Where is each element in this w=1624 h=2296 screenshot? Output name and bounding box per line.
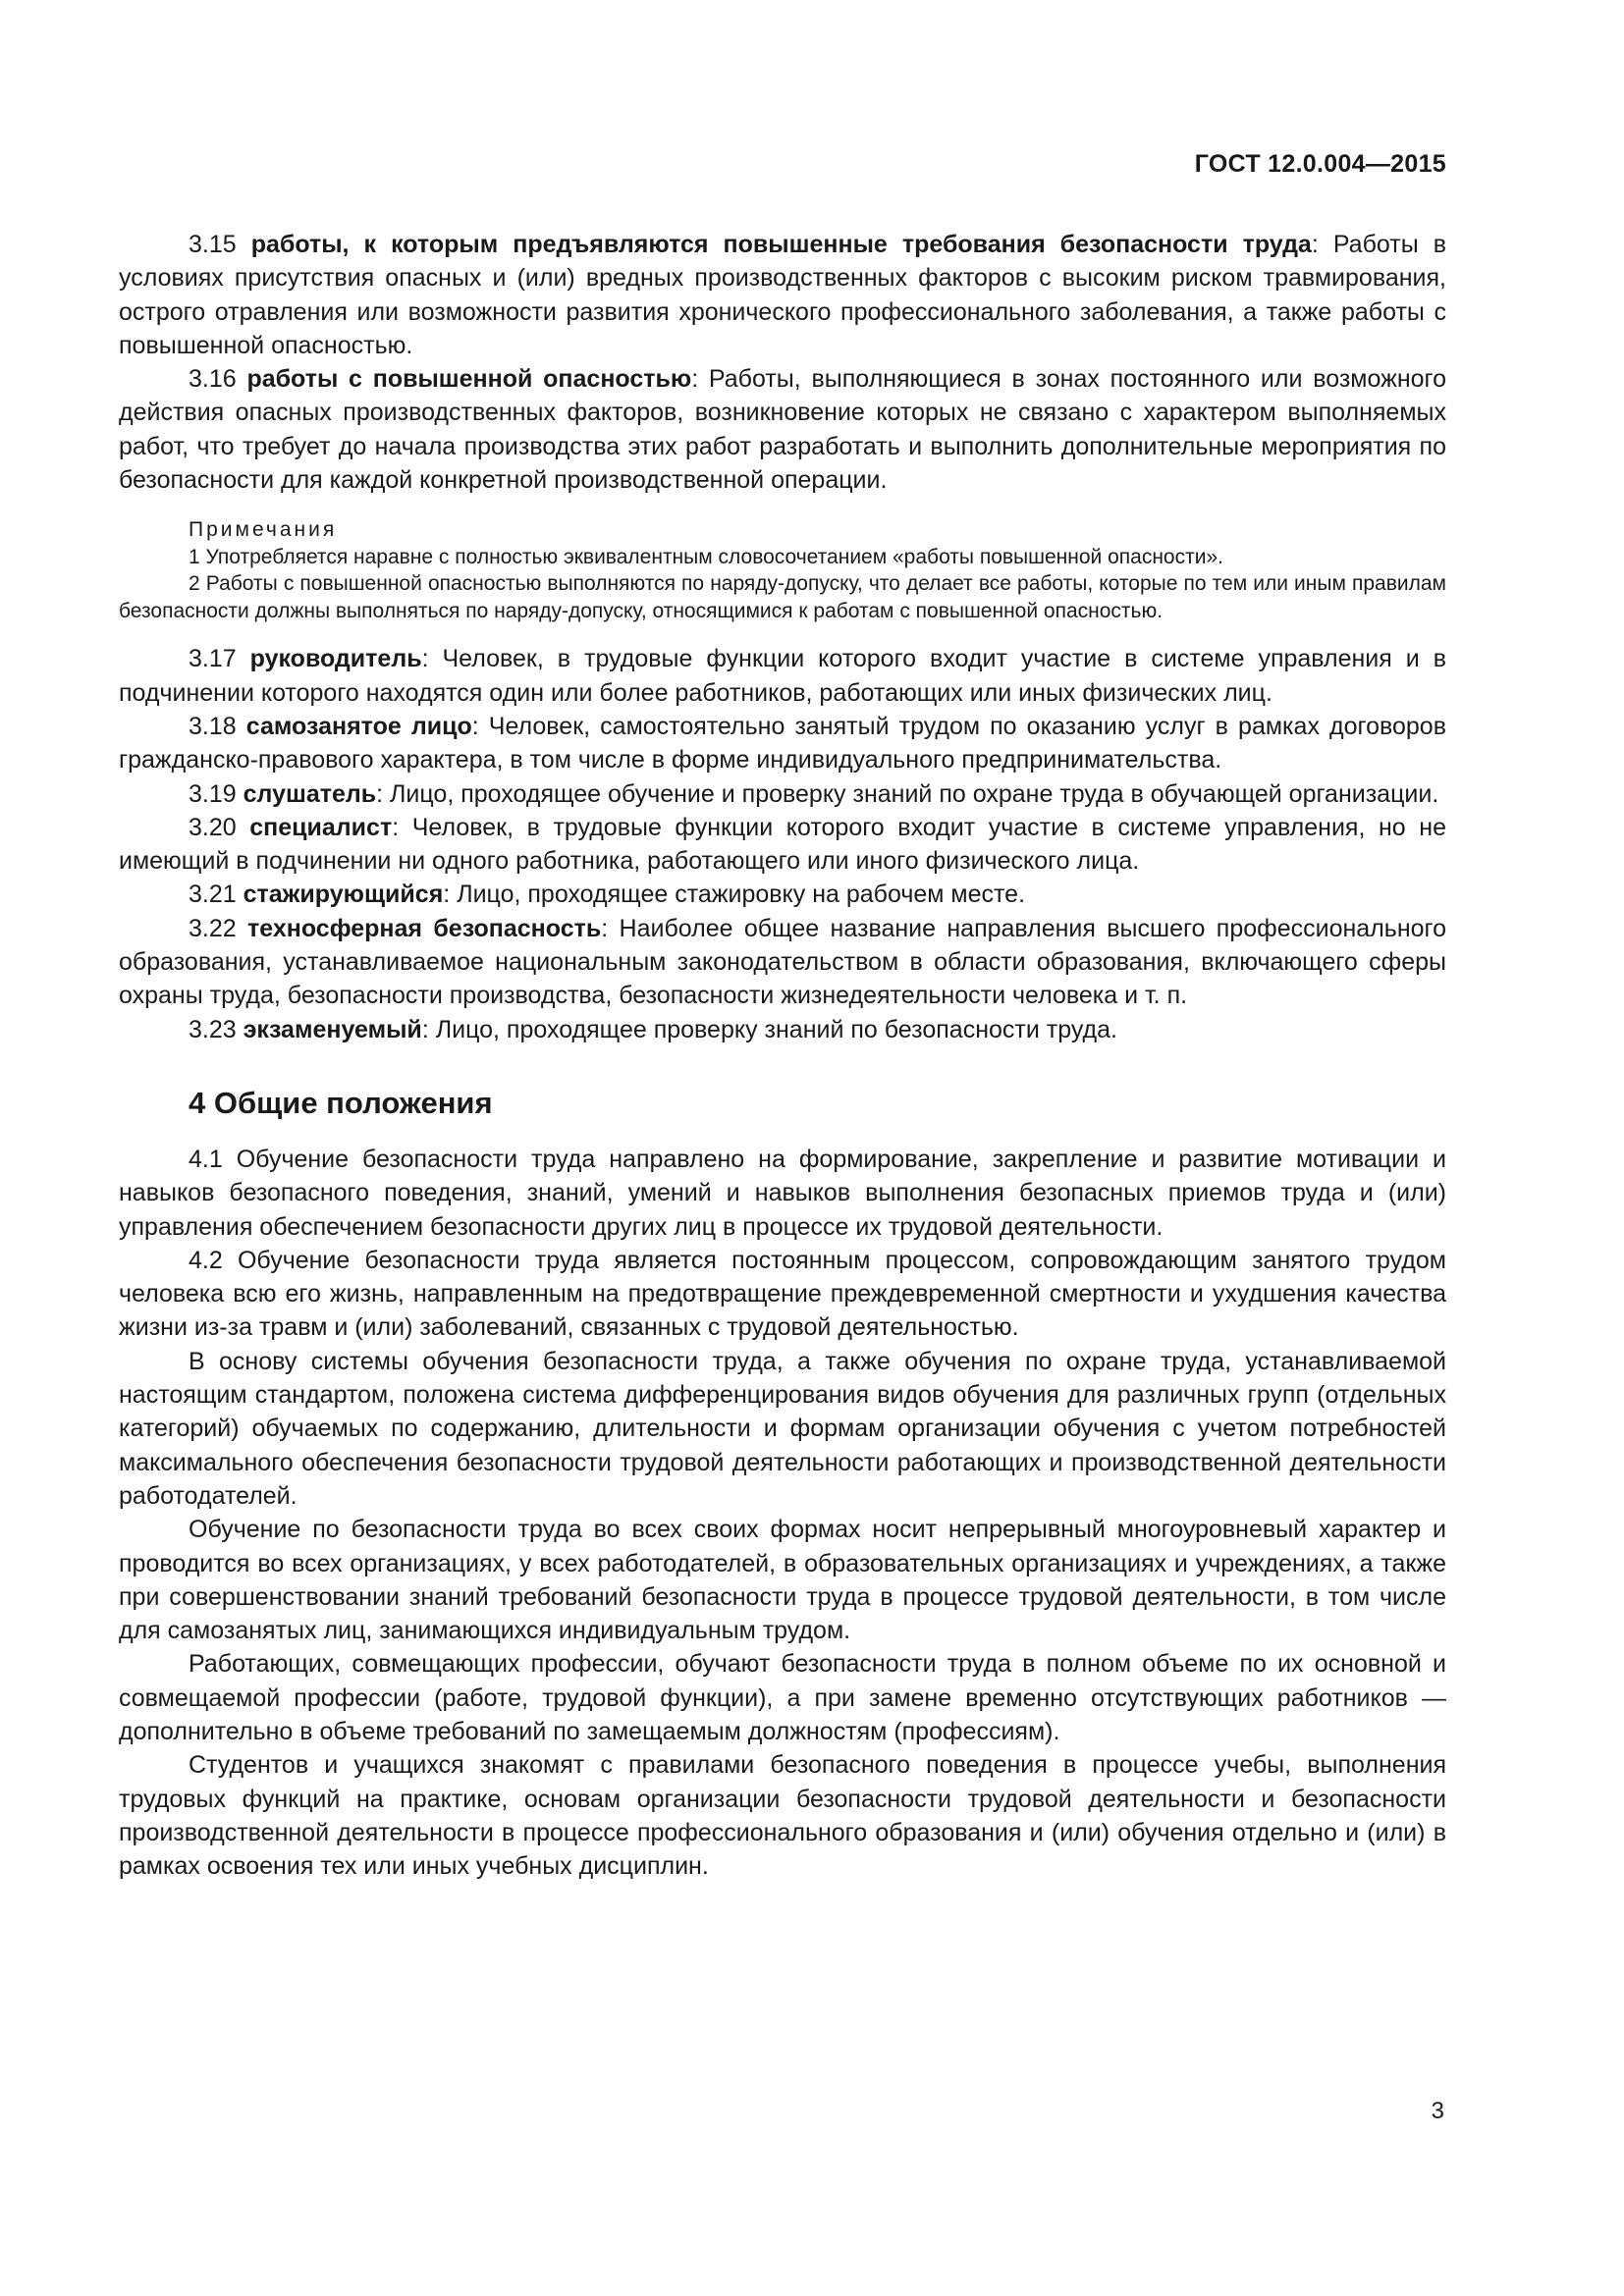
definition-3-16 — [119, 362, 1446, 497]
definition-3-21 — [119, 878, 1446, 911]
definition-number: 3.18 — [189, 712, 237, 740]
section-heading: 4 Общие положения — [189, 1085, 493, 1120]
definition-3-20 — [119, 811, 1446, 879]
definition-term: работы, к которым предъявляются повышенные требования безопасности труда — [250, 231, 1312, 258]
definition-text: : Наиболее общее название направления высшего профессионального образования, устанавливаемое национальным законодательством в области образования, включающего сферы охраны труда, безопасности производства, безопасности жизнедеятельности человека и т. п. — [119, 914, 1447, 1010]
note-2: 2 Работы с повышенной опасностью выполняются по наряду-допуску, что делает все работы, которые по тем или иным правилам безопасности должны выполняться по наряду-допуску, относящимися к работам с повышенной опасностью. — [119, 572, 1446, 622]
section-paragraph: 4.1 Обучение безопасности труда направлено на формирование, закрепление и развитие мотивации и навыков безопасного поведения, знаний, умений и навыков выполнения безопасных приемов труда и (или) управления обеспечением безопасности других лиц в процессе их трудовой деятельности. — [119, 1145, 1446, 1241]
definition-term: слушатель — [243, 779, 377, 808]
definition-3-23 — [119, 1013, 1446, 1046]
notes-title: Примечания — [189, 518, 338, 542]
notes-block — [119, 516, 1446, 624]
definition-number: 3.16 — [189, 365, 237, 394]
definition-number: 3.23 — [189, 1015, 237, 1043]
definition-text: : Человек, в трудовые функции которого входит участие в системе управления и в подчинении которого находятся один или более работников, работающих или иных физических лиц. — [119, 645, 1446, 707]
section-paragraph: Студентов и учащихся знакомят с правилами безопасного поведения в процессе учебы, выполнения трудовых функций на практике, основам организации безопасности трудовой деятельности и безопасности производственной деятельности в процессе профессионального образования и (или) обучения отдельно и (или) в рамках освоения тех или иных учебных дисциплин. — [119, 1751, 1446, 1881]
definition-number: 3.20 — [189, 813, 237, 841]
definition-term: работы с повышенной опасностью — [246, 365, 692, 394]
definition-3-17 — [119, 642, 1446, 710]
page-content — [119, 228, 1446, 1883]
definition-term: самозанятое лицо — [245, 712, 472, 740]
definition-text: : Работы, выполняющиеся в зонах постоянного или возможного действия опасных производственных факторов, возникновение которых не связано с характером выполняемых работ, что требует до начала производства этих работ разработать и выполнить дополнительные мероприятия по безопасности для каждой конкретной производственной операции. — [119, 365, 1447, 495]
definition-term: руководитель — [249, 645, 422, 673]
definition-term: стажирующийся — [243, 881, 444, 909]
section-paragraph: 4.2 Обучение безопасности труда является постоянным процессом, сопровождающим занятого трудом человека всю его жизнь, направленным на предотвращение преждевременной смертности и ухудшения качества жизни из-за травм и (или) заболеваний, связанных с трудовой деятельностью. — [119, 1246, 1446, 1342]
page-number: 3 — [1431, 2098, 1444, 2124]
definition-term: экзаменуемый — [243, 1015, 422, 1043]
definition-3-15 — [119, 228, 1446, 362]
section-paragraph: Обучение по безопасности труда во всех своих формах носит непрерывный многоуровневый характер и проводится во всех организациях, у всех работодателей, в образовательных организациях и учреждениях, а также при совершенствовании знаний требований безопасности труда в процессе трудовой деятельности, в том числе для самозанятых лиц, занимающихся индивидуальным трудом. — [119, 1516, 1446, 1645]
definition-term: техносферная безопасность — [247, 914, 602, 942]
definition-text: : Работы в условиях присутствия опасных и (или) вредных производственных факторов с высоким риском травмирования, острого отравления или возможности развития хронического профессионального заболевания, а также работы с повышенной опасностью. — [119, 231, 1446, 359]
definition-text: : Человек, самостоятельно занятый трудом по оказанию услуг в рамках договоров гражданско-правового характера, в том числе в форме индивидуального предпринимательства. — [119, 712, 1446, 774]
definition-3-19 — [119, 777, 1446, 811]
definition-number: 3.22 — [189, 914, 237, 942]
note-1: 1 Употребляется наравне с полностью эквивалентным словосочетанием «работы повышенной опасности». — [189, 545, 1223, 568]
definition-text: : Лицо, проходящее обучение и проверку знаний по охране труда в обучающей организации. — [376, 779, 1439, 808]
definition-number: 3.15 — [189, 231, 237, 258]
definition-text: : Лицо, проходящее стажировку на рабочем месте. — [443, 881, 1026, 909]
definition-text: : Лицо, проходящее проверку знаний по безопасности труда. — [421, 1015, 1117, 1043]
definition-3-22 — [119, 912, 1446, 1013]
definition-number: 3.19 — [189, 779, 237, 808]
definition-3-18 — [119, 710, 1446, 777]
section-paragraph: В основу системы обучения безопасности труда, а также обучения по охране труда, устанавливаемой настоящим стандартом, положена система дифференцирования видов обучения для различных групп (отдельных категорий) обучаемых по содержанию, длительности и формам организации обучения с учетом потребностей максимального обеспечения безопасности трудовой деятельности работающих и производственной деятельности работодателей. — [119, 1347, 1446, 1510]
definition-number: 3.21 — [189, 881, 237, 909]
document-code-header: ГОСТ 12.0.004—2015 — [1194, 150, 1446, 178]
definition-text: : Человек, в трудовые функции которого входит участие в системе управления, но не имеющий в подчинении ни одного работника, работающего или иного физического лица. — [119, 813, 1446, 876]
definition-number: 3.17 — [189, 645, 237, 673]
definition-term: специалист — [249, 813, 393, 841]
section-paragraph: Работающих, совмещающих профессии, обучают безопасности труда в полном объеме по их основной и совмещаемой профессии (работе, трудовой функции), а при замене временно отсутствующих работников — дополнительно в объеме требований по замещаемым должностям (профессиям). — [119, 1650, 1446, 1745]
